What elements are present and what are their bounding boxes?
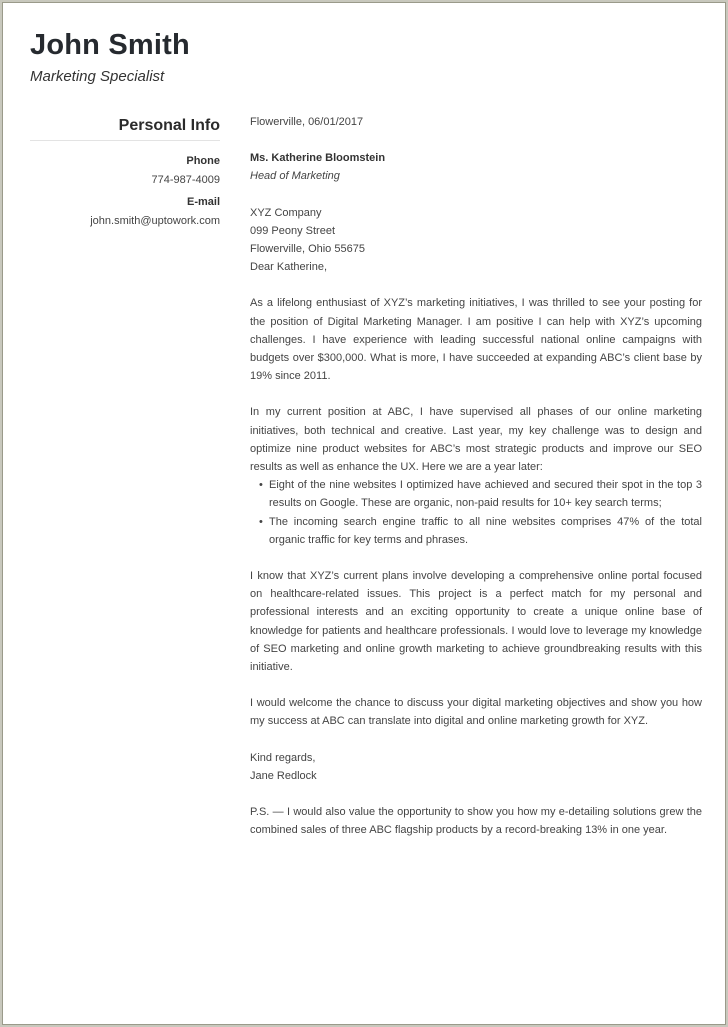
letter-paragraph-3: I know that XYZ’s current plans involve developing a comprehensive online portal focused on healthcare-related issues. This project is a perfect match for my personal and professional interests and an exciting opportunity to create a unique online base of knowledge for patients and healthcare professionals. I would love to leverage my knowledge of SEO marketing and online growth marketing to achieve groundbreaking results with this initiative. bbox=[250, 570, 702, 674]
list-item-text: Eight of the nine websites I optimized have achieved and secured their spot in the top 3 results on Google. These are organic, non-paid results for 10+ key search terms; bbox=[269, 479, 702, 510]
recipient-city: Flowerville, Ohio 55675 bbox=[250, 243, 365, 256]
bullet-icon: • bbox=[259, 515, 263, 528]
phone-label: Phone bbox=[186, 155, 220, 167]
sign-off bbox=[250, 749, 702, 785]
postscript: P.S. — I would also value the opportunity to show you how my e-detailing solutions grew the combined sales of three ABC flagship products by a record-breaking 13% in one year. bbox=[250, 806, 702, 837]
letter-paragraph-1: As a lifelong enthusiast of XYZ’s marketing initiatives, I was thrilled to see your posting for the position of Digital Marketing Manager. I am positive I can help with XYZ’s upcoming challenges. I have experience with leading successful national online campaigns with budgets over $300,000. What is more, I have succeeded at expanding ABC’s client base by 19% since 2011. bbox=[250, 297, 702, 383]
letter-page bbox=[2, 2, 726, 1025]
bullet-icon: • bbox=[259, 479, 263, 492]
recipient-street: 099 Peony Street bbox=[250, 224, 336, 237]
recipient-address bbox=[250, 204, 702, 259]
recipient-name: Ms. Katherine Bloomstein bbox=[250, 152, 386, 165]
personal-info-sidebar bbox=[30, 115, 220, 229]
list-item bbox=[259, 513, 702, 549]
email-value: john.smith@uptowork.com bbox=[90, 215, 220, 227]
signature-name: Jane Redlock bbox=[250, 769, 317, 782]
recipient-company: XYZ Company bbox=[250, 206, 322, 219]
applicant-name: John Smith bbox=[30, 29, 190, 61]
letter-paragraph-4: I would welcome the chance to discuss your digital marketing objectives and show you how my success at ABC can translate into digital and online marketing growth for XYZ. bbox=[250, 697, 702, 728]
list-item-text: The incoming search engine traffic to all nine websites comprises 47% of the total organic traffic for key terms and phrases. bbox=[269, 515, 702, 546]
letter-paragraph-2: In my current position at ABC, I have supervised all phases of our online marketing initiatives, both technical and creative. Last year, my key challenge was to design and optimize nine product websites for ABC’s most strategic products and improve our SEO results as well as enhance the UX. Here we are a year later: bbox=[250, 406, 702, 474]
applicant-title: Marketing Specialist bbox=[30, 68, 165, 85]
achievements-list bbox=[250, 476, 702, 549]
closing-text: Kind regards, bbox=[250, 751, 316, 764]
letter-greeting: Dear Katherine, bbox=[250, 261, 328, 274]
phone-value: 774-987-4009 bbox=[151, 174, 220, 186]
letter-body bbox=[250, 113, 702, 840]
recipient-role: Head of Marketing bbox=[250, 170, 340, 183]
personal-info-heading: Personal Info bbox=[30, 115, 220, 141]
letter-date: Flowerville, 06/01/2017 bbox=[250, 116, 364, 128]
email-label: E-mail bbox=[186, 196, 220, 208]
list-item bbox=[259, 476, 702, 512]
